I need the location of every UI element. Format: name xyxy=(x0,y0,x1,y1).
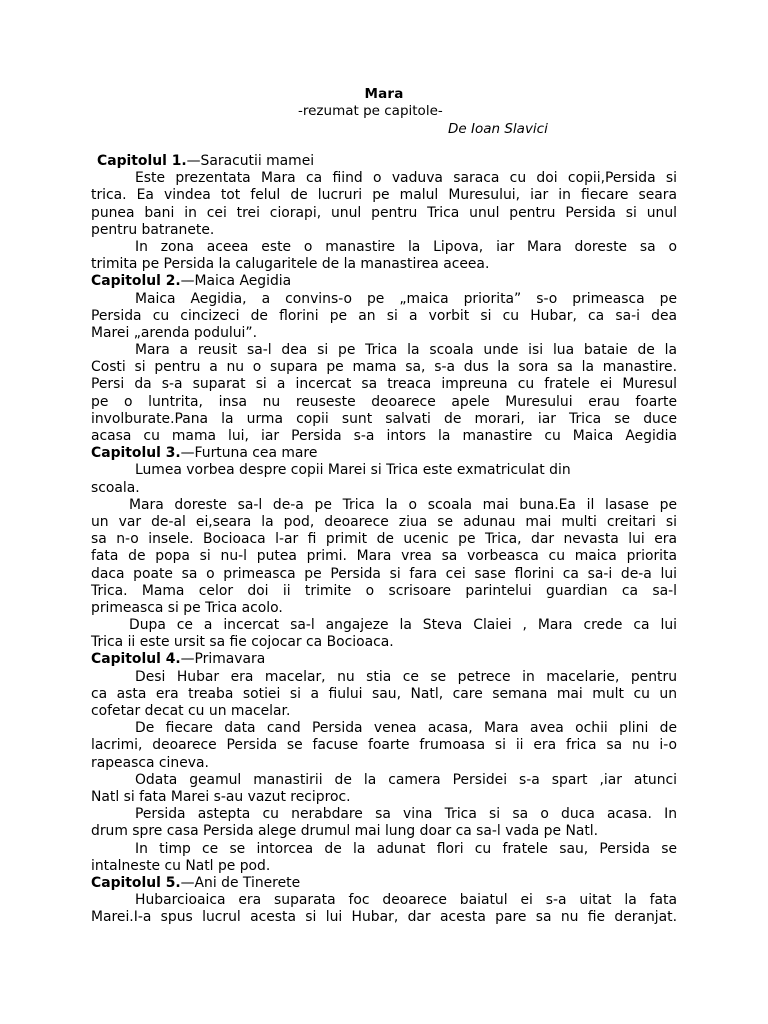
chapter-title: —Furtuna cea mare xyxy=(180,445,318,462)
paragraph-line: involburate.Pana la urma copii sunt salvati de morari, iar Trica se duce xyxy=(91,410,677,427)
paragraph-line: Hubarcioaica era suparata foc deoarece baiatul ei s-a uitat la fata xyxy=(135,892,677,909)
paragraph-line: punea bani in cei trei ciorapi, unul pentru Trica unul pentru Persida si unul xyxy=(91,204,677,221)
paragraph-line: Maica Aegidia, a convins-o pe „maica priorita” s-o primeasca pe xyxy=(135,290,677,307)
paragraph-line: lacrimi, deoarece Persida se facuse foarte frumoasa si ii era frica sa nu i-o xyxy=(91,737,677,754)
paragraph-line: rapeasca cineva. xyxy=(91,754,209,771)
paragraph-line: fata de popa si nu-l putea primi. Mara vrea sa vorbeasca cu maica priorita xyxy=(91,548,677,565)
paragraph-line: Desi Hubar era macelar, nu stia ce se petrece in macelarie, pentru xyxy=(135,668,677,685)
chapter-title: —Maica Aegidia xyxy=(180,273,292,290)
paragraph-line: cofetar decat cu un macelar. xyxy=(91,703,291,719)
chapter-heading xyxy=(91,445,677,462)
paragraph-line: Marei „arenda podului”. xyxy=(91,324,258,341)
paragraph-line: Natl si fata Marei s-au vazut reciproc. xyxy=(91,788,351,805)
document-subtitle: -rezumat pe capitole- xyxy=(298,103,443,119)
paragraph-line: sa n-o insele. Bocioaca l-ar fi primit de ucenic pe Trica, dar nevasta lui era xyxy=(91,531,677,548)
paragraph-line: un var de-al ei,seara la pod, deoarece ziua se adunau mai multi creitari si xyxy=(91,513,677,530)
paragraph-line: Costi si pentru a nu o supara pe mama sa, s-a dus la sora sa la manastire. xyxy=(91,359,677,376)
paragraph-line: intalneste cu Natl pe pod. xyxy=(91,857,271,874)
paragraph-line: drum spre casa Persida alege drumul mai lung doar ca sa-l vada pe Natl. xyxy=(91,823,599,840)
chapter-title: —Saracutii mamei xyxy=(186,153,315,169)
chapter-number: Capitolul 1. xyxy=(97,153,187,169)
paragraph-line: Trica. Mama celor doi ii trimite o scrisoare parintelui guardian ca sa-l xyxy=(91,582,677,599)
paragraph-line: In zona aceea este o manastire la Lipova, iar Mara doreste sa o xyxy=(135,238,677,255)
chapter-number: Capitolul 3. xyxy=(91,445,181,462)
chapter-number: Capitolul 5. xyxy=(91,874,181,891)
chapter-heading xyxy=(91,651,677,668)
paragraph-line: pe o luntrita, insa nu reuseste deoarece apele Muresului erau foarte xyxy=(91,393,677,410)
paragraph-line: Mara doreste sa-l de-a pe Trica la o scoala mai buna.Ea il lasase pe xyxy=(129,496,677,513)
chapter-title: —Primavara xyxy=(180,651,266,668)
chapter-title: —Ani de Tinerete xyxy=(180,874,301,891)
chapter-heading xyxy=(91,273,677,290)
paragraph-line: scoala. xyxy=(91,479,140,496)
paragraph-line: trimita pe Persida la calugaritele de la manastirea aceea. xyxy=(91,256,490,273)
paragraph-line: Marei.I-a spus lucrul acesta si lui Hubar, dar acesta pare sa nu fie deranjat. xyxy=(91,909,677,926)
paragraph-line: daca poate sa o primeasca pe Persida si fara cei sase florini ca sa-i de-a lui xyxy=(91,565,677,582)
paragraph-line: De fiecare data cand Persida venea acasa, Mara avea ochii plini de xyxy=(135,720,677,737)
chapter-heading xyxy=(91,875,677,892)
paragraph-line: Este prezentata Mara ca fiind o vaduva saraca cu doi copii,Persida si xyxy=(135,170,677,187)
paragraph-line: Persi da s-a suparat si a incercat sa treaca impreuna cu fratele ei Muresul xyxy=(91,376,677,393)
paragraph-line: ca asta era treaba sotiei si a fiului sau, Natl, care semana mai mult cu un xyxy=(91,685,677,702)
paragraph-line: Lumea vorbea despre copii Marei si Trica este exmatriculat din xyxy=(135,462,571,479)
paragraph-line: Persida astepta cu nerabdare sa vina Trica si sa o duca acasa. In xyxy=(135,806,677,823)
paragraph-line: Mara a reusit sa-l dea si pe Trica la scoala unde isi lua bataie de la xyxy=(135,342,677,359)
paragraph-line: pentru batranete. xyxy=(91,221,215,238)
document-body xyxy=(91,153,677,926)
chapter-number: Capitolul 4. xyxy=(91,651,181,668)
paragraph-line: Dupa ce a incercat sa-l angajeze la Steva Claiei , Mara crede ca lui xyxy=(129,617,677,634)
document-title: Mara xyxy=(364,86,404,102)
paragraph-line: Trica ii este ursit sa fie cojocar ca Bocioaca. xyxy=(91,634,394,651)
paragraph-line: acasa cu mama lui, iar Persida s-a intors la manastire cu Maica Aegidia xyxy=(91,428,677,444)
chapter-number: Capitolul 2. xyxy=(91,273,181,290)
paragraph-line: Persida cu cincizeci de florini pe an si a vorbit si cu Hubar, ca sa-i dea xyxy=(91,307,677,324)
paragraph-line: Odata geamul manastirii de la camera Persidei s-a spart ,iar atunci xyxy=(135,771,677,788)
document-author: De Ioan Slavici xyxy=(448,121,548,137)
paragraph-line: In timp ce se intorcea de la adunat flori cu fratele sau, Persida se xyxy=(135,840,677,857)
paragraph-line: primeasca si pe Trica acolo. xyxy=(91,599,283,616)
paragraph-line: trica. Ea vindea tot felul de lucruri pe malul Muresului, iar in fiecare seara xyxy=(91,187,677,204)
chapter-heading xyxy=(91,153,677,170)
